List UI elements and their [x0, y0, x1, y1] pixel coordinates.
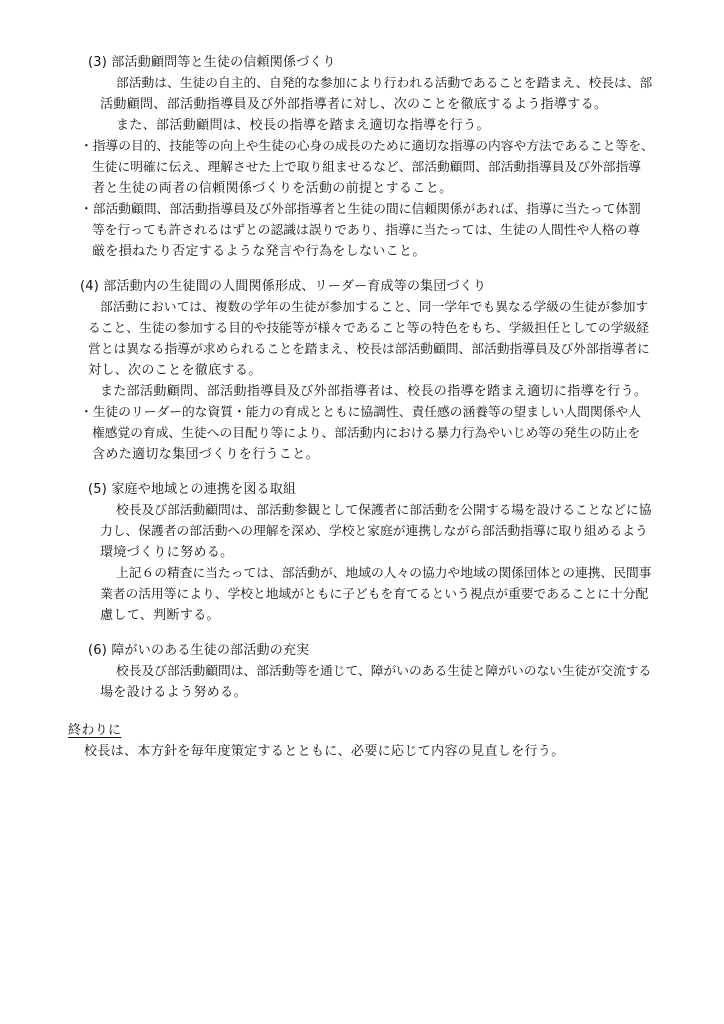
paragraph-line: 校長及び部活動顧問は、部活動等を通じて、障がいのある生徒と障がいのない生徒が交流する: [116, 664, 652, 679]
paragraph-line: 上記６の精査に当たっては、部活動が、地域の人々の協力や地域の関係団体との連携、民間事: [116, 566, 652, 581]
bullet-line: 者と生徒の両者の信頼関係づくりを活動の前提とすること。: [92, 181, 453, 196]
paragraph-line: 環境づくりに努める。: [100, 545, 234, 560]
paragraph-line: ること、生徒の参加する目的や技能等が様々であること等の特色をもち、学級担任としての学級経: [88, 321, 649, 336]
paragraph-line: 活動顧問、部活動指導員及び外部指導者に対し、次のことを徹底するよう指導する。: [100, 97, 608, 112]
bullet-line: 生徒に明確に伝え、理解させた上で取り組ませるなど、部活動顧問、部活動指導員及び外部指導: [92, 160, 642, 175]
paragraph-line: 業者の活用等により、学校と地域がともに子どもを育てるという視点が重要であることに十分配: [100, 587, 649, 602]
paragraph-line: また部活動顧問、部活動指導員及び外部指導者は、校長の指導を踏まえ適切に指導を行う。: [100, 384, 648, 399]
section-heading: (6) 障がいのある生徒の部活動の充実: [88, 643, 310, 658]
bullet-line: 厳を損ねたり否定するような発言や行為をしないこと。: [92, 244, 426, 259]
section-heading: (5) 家庭や地域との連携を図る取組: [88, 482, 297, 497]
closing-heading: 終わりに: [68, 723, 122, 738]
paragraph-line: 場を設けるよう努める。: [100, 685, 247, 700]
section-heading: (4) 部活動内の生徒間の人間関係形成、リーダー育成等の集団づくり: [80, 279, 487, 294]
bullet-line: 等を行っても許されるはずとの認識は誤りであり、指導に当たっては、生徒の人間性や人格の尊: [92, 223, 641, 238]
paragraph-line: 校長及び部活動顧問は、部活動参観として保護者に部活動を公開する場を設けることなどに協: [116, 503, 652, 518]
bullet-line: 権感覚の育成、生徒への目配り等により、部活動内における暴力行為やいじめ等の発生の防止を: [92, 426, 641, 441]
section-heading: (3) 部活動顧問等と生徒の信頼関係づくり: [88, 55, 336, 70]
bullet-line: ・指導の目的、技能等の向上や生徒の心身の成長のために適切な指導の内容や方法であること等を、: [80, 139, 654, 154]
paragraph-line: 部活動においては、複数の学年の生徒が参加すること、同一学年でも異なる学級の生徒が参加す: [100, 300, 649, 315]
bullet-line: ・生徒のリーダー的な資質・能力の育成とともに協調性、責任感の涵養等の望ましい人間関係や人: [80, 405, 641, 420]
paragraph-line: 力し、保護者の部活動への理解を深め、学校と家庭が連携しながら部活動指導に取り組めるよう: [100, 524, 648, 539]
paragraph-line: また、部活動顧問は、校長の指導を踏まえ適切な指導を行う。: [116, 118, 490, 133]
paragraph-line: 慮して、判断する。: [100, 608, 220, 623]
bullet-line: 含めた適切な集団づくりを行うこと。: [92, 447, 319, 462]
paragraph-line: 営とは異なる指導が求められることを踏まえ、校長は部活動顧問、部活動指導員及び外部指導者に: [88, 342, 650, 357]
paragraph-line: 対し、次のことを徹底する。: [88, 363, 262, 378]
closing-body: 校長は、本方針を毎年度策定するとともに、必要に応じて内容の見直しを行う。: [84, 744, 565, 759]
bullet-line: ・部活動顧問、部活動指導員及び外部指導者と生徒の間に信頼関係があれば、指導に当たって体罰: [80, 202, 641, 217]
paragraph-line: 部活動は、生徒の自主的、自発的な参加により行われる活動であることを踏まえ、校長は、部: [116, 76, 653, 91]
